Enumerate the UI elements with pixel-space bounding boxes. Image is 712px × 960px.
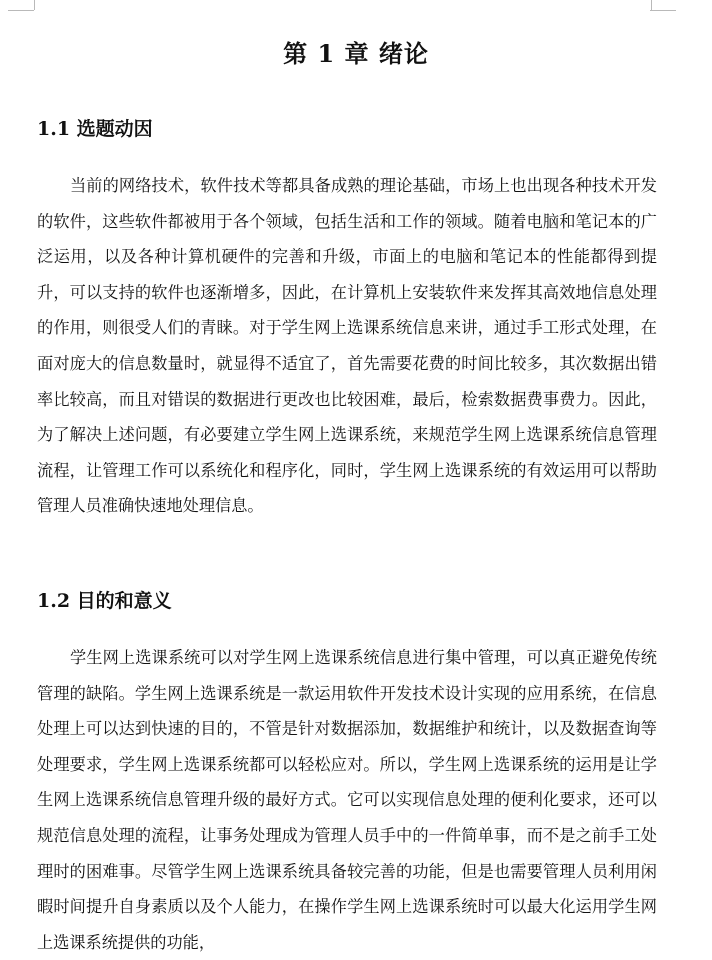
- section-heading-1-1: 1.1 选题动因: [37, 118, 153, 140]
- chapter-title: 第 1 章 绪论: [283, 39, 429, 68]
- page-corner-mark-right: [651, 0, 676, 10]
- section-heading-1-2: 1.2 目的和意义: [37, 590, 172, 612]
- section-1-2-paragraph: 学生网上选课系统可以对学生网上选课系统信息进行集中管理，可以真正避免传统管理的缺陷。学生网上选课系统是一款运用软件开发技术设计实现的应用系统，在信息处理上可以达到快速的目的，不管是针对数据添加，数据维护和统计，以及数据查询等处理要求，学生网上选课系统都可以轻松应对。所以，学生网上选课系统的运用是让学生网上选课系统信息管理升级的最好方式。它可以实现信息处理的便利化要求，还可以规范信息处理的流程，让事务处理成为管理人员手中的一件简单事，而不是之前手工处理时的困难事。尽管学生网上选课系统具备较完善的功能，但是也需要管理人员利用闲暇时间提升自身素质以及个人能力，在操作学生网上选课系统时可以最大化运用学生网上选课系统提供的功能，: [37, 648, 657, 952]
- section-1-1-paragraph: 当前的网络技术，软件技术等都具备成熟的理论基础，市场上也出现各种技术开发的软件，这些软件都被用于各个领域，包括生活和工作的领域。随着电脑和笔记本的广泛运用，以及各种计算机硬件的完善和升级，市面上的电脑和笔记本的性能都得到提升，可以支持的软件也逐渐增多，因此，在计算机上安装软件来发挥其高效地信息处理的作用，则很受人们的青睐。对于学生网上选课系统信息来讲，通过手工形式处理，在面对庞大的信息数量时，就显得不适宜了，首先需要花费的时间比较多，其次数据出错率比较高，而且对错误的数据进行更改也比较困难，最后，检索数据费事费力。因此，为了解决上述问题，有必要建立学生网上选课系统，来规范学生网上选课系统信息管理流程，让管理工作可以系统化和程序化，同时，学生网上选课系统的有效运用可以帮助管理人员准确快速地处理信息。: [37, 176, 657, 516]
- page-corner-mark-left: [8, 0, 35, 10]
